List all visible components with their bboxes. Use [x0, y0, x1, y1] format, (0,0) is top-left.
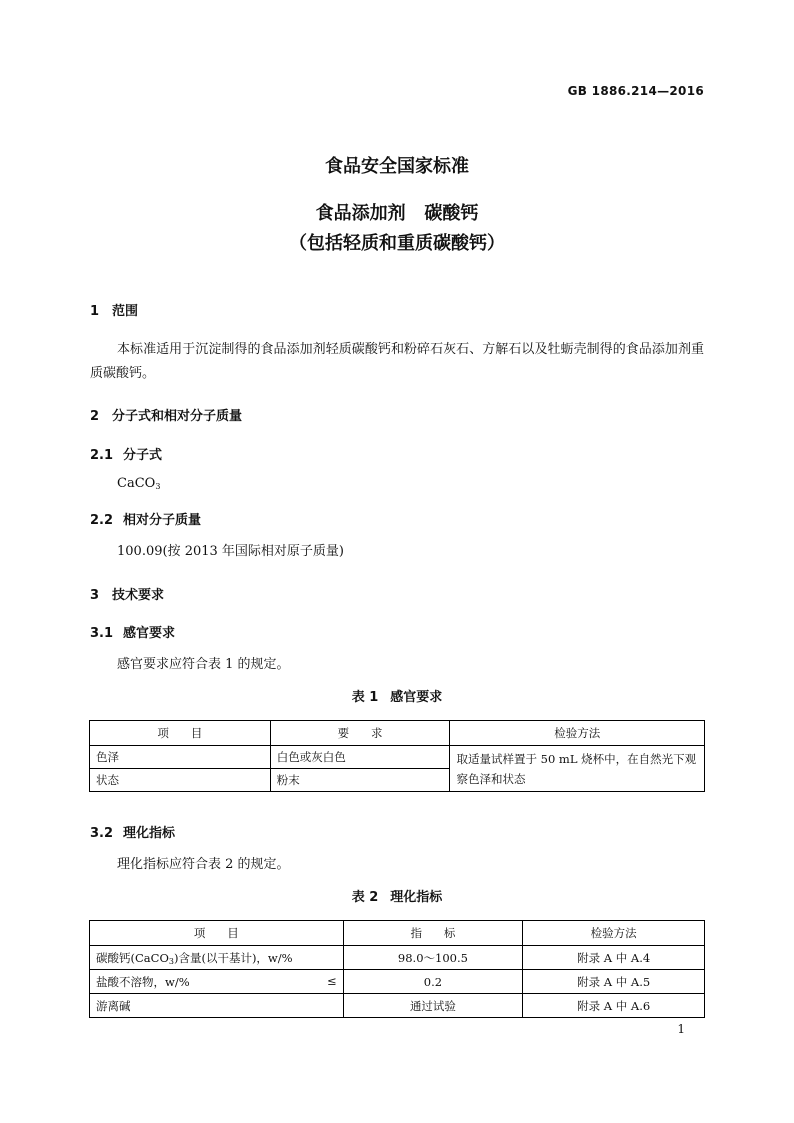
table-header-row [90, 721, 705, 746]
subsection-number: 2.2 [90, 513, 114, 528]
cell-text: 盐酸不溶物，w/% [96, 974, 190, 989]
subsection-title: 分子式 [123, 448, 163, 463]
subsection-title: 相对分子质量 [123, 513, 202, 528]
subsection-number: 2.1 [90, 448, 114, 463]
table-cell [90, 946, 344, 970]
table-cell: 取适量试样置于 50 mL 烧杯中，在自然光下观察色泽和状态 [450, 746, 705, 792]
table-cell: 游离碱 [90, 994, 344, 1018]
table-row [90, 994, 705, 1018]
table-row [90, 746, 705, 769]
column-header: 项 目 [90, 721, 271, 746]
table-2-caption [0, 886, 794, 905]
table-cell: 色泽 [90, 746, 271, 769]
subsection-title: 理化指标 [123, 826, 176, 841]
table-cell: 附录 A 中 A.5 [523, 970, 705, 994]
section-number: 3 [90, 588, 100, 603]
column-header: 检验方法 [523, 921, 705, 946]
section-3-2-body: 理化指标应符合表 2 的规定。 [117, 857, 290, 872]
column-header: 指 标 [343, 921, 523, 946]
section-title: 分子式和相对分子质量 [112, 409, 243, 424]
section-2-heading [90, 405, 242, 424]
table-cell [90, 970, 344, 994]
table-number: 表 1 [351, 690, 379, 705]
document-title: 食品安全国家标准 [325, 156, 469, 177]
section-number: 2 [90, 409, 100, 424]
section-3-heading [90, 584, 164, 603]
section-title: 范围 [112, 304, 139, 319]
section-1-body: 本标准适用于沉淀制得的食品添加剂轻质碳酸钙和粉碎石灰石、方解石以及牡蛎壳制得的食品添加剂重质碳酸钙。 [90, 342, 704, 381]
table-row [90, 946, 705, 970]
section-3-2-heading [90, 822, 175, 841]
physicochemical-indicators-table [89, 920, 705, 1018]
section-1-heading [90, 300, 138, 319]
subsection-number: 3.2 [90, 826, 114, 841]
standard-code: GB 1886.214—2016 [567, 84, 704, 98]
subsection-title: 感官要求 [123, 626, 176, 641]
table-header-row [90, 921, 705, 946]
page-number: 1 [677, 1022, 685, 1036]
sensory-requirements-table [89, 720, 705, 792]
section-2-2-heading [90, 509, 201, 528]
table-cell: 0.2 [343, 970, 523, 994]
section-2-1-heading [90, 444, 162, 463]
cell-text: 碳酸钙(CaCO [96, 950, 169, 965]
table-cell: 通过试验 [343, 994, 523, 1018]
table-cell: 白色或灰白色 [270, 746, 450, 769]
table-1-caption [0, 686, 794, 705]
column-header: 项 目 [90, 921, 344, 946]
table-cell: 附录 A 中 A.6 [523, 994, 705, 1018]
section-3-1-body: 感官要求应符合表 1 的规定。 [117, 657, 290, 672]
table-cell: 附录 A 中 A.4 [523, 946, 705, 970]
table-number: 表 2 [351, 890, 379, 905]
document-subtitle-note: （包括轻质和重质碳酸钙） [289, 233, 505, 254]
table-cell: 粉末 [270, 769, 450, 792]
table-row [90, 970, 705, 994]
table-title: 感官要求 [390, 690, 443, 705]
formula-subscript: 3 [155, 482, 161, 491]
column-header: 检验方法 [450, 721, 705, 746]
molecular-formula [117, 476, 160, 491]
subsection-number: 3.1 [90, 626, 114, 641]
table-title: 理化指标 [390, 890, 443, 905]
section-3-1-heading [90, 622, 175, 641]
table-cell: 状态 [90, 769, 271, 792]
section-number: 1 [90, 304, 100, 319]
document-subtitle: 食品添加剂 碳酸钙 [315, 203, 479, 224]
molecular-weight: 100.09(按 2013 年国际相对原子质量) [117, 544, 344, 559]
table-cell: 98.0～100.5 [343, 946, 523, 970]
formula-text: CaCO [117, 476, 156, 491]
cell-text: )含量(以干基计)，w/% [173, 950, 293, 965]
cell-subscript: 3 [168, 956, 174, 966]
less-than-or-equal-symbol: ≤ [326, 973, 337, 988]
section-title: 技术要求 [112, 588, 165, 603]
column-header: 要 求 [270, 721, 450, 746]
